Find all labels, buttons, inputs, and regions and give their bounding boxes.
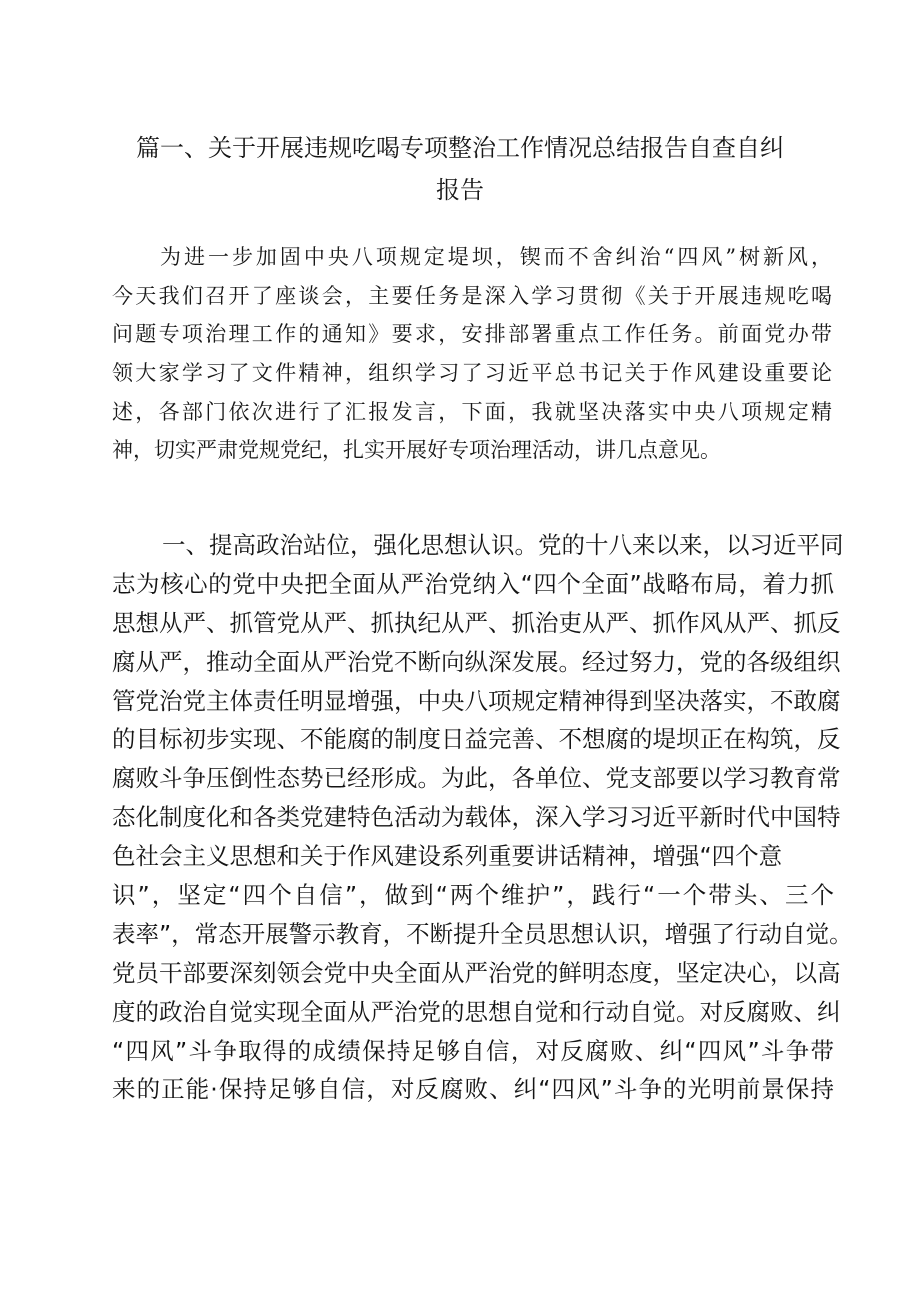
section-1-line: 志为核心的党中央把全面从严治党纳入“四个全面”战略布局，着力抓 bbox=[112, 569, 834, 598]
document-title-line-1: 篇一、关于开展违规吃喝专项整治工作情况总结报告自查自纠 bbox=[136, 134, 784, 162]
section-1-line: 腐从严，推动全面从严治党不断向纵深发展。经过努力，党的各级组织 bbox=[112, 647, 841, 676]
section-1-line: 一、提高政治站位，强化思想认识。党的十八来以来，以习近平同 bbox=[162, 531, 844, 559]
section-1-line: 思想从严、抓管党从严、抓执纪从严、抓治吏从严、抓作风从严、抓反 bbox=[112, 608, 841, 637]
intro-line: 述，各部门依次进行了汇报发言，下面，我就坚决落实中央八项规定精 bbox=[112, 399, 832, 424]
intro-line: 问题专项治理工作的通知》要求，安排部署重点工作任务。前面党办带 bbox=[112, 322, 832, 347]
section-1-line: 来的正能·保持足够自信，对反腐败、纠“四风”斗争的光明前景保持 bbox=[112, 1075, 834, 1104]
section-1-line: 管党治党主体责任明显增强，中央八项规定精神得到坚决落实，不敢腐 bbox=[112, 686, 841, 715]
intro-line: 今天我们召开了座谈会，主要任务是深入学习贯彻《关于开展违规吃喝 bbox=[112, 283, 832, 308]
section-1-line: 腐败斗争压倒性态势已经形成。为此，各单位、党支部要以学习教育常 bbox=[112, 764, 841, 793]
section-1-line: “四风”斗争取得的成绩保持足够自信，对反腐败、纠“四风”斗争带 bbox=[112, 1036, 834, 1065]
section-1-line: 态化制度化和各类党建特色活动为载体，深入学习习近平新时代中国特 bbox=[112, 803, 841, 832]
intro-line: 领大家学习了文件精神，组织学习了习近平总书记关于作风建设重要论 bbox=[112, 361, 832, 386]
section-1-line: 表率”，常态开展警示教育，不断提升全员思想认识，增强了行动自觉。 bbox=[112, 919, 853, 948]
section-1-line: 度的政治自觉实现全面从严治党的思想自觉和行动自觉。对反腐败、纠 bbox=[112, 997, 841, 1026]
section-1-line: 的目标初步实现、不能腐的制度日益完善、不想腐的堤坝正在构筑，反 bbox=[112, 725, 841, 754]
section-1-line: 色社会主义思想和关于作风建设系列重要讲话精神，增强“四个意 bbox=[112, 842, 783, 871]
intro-line: 为进一步加固中央八项规定堤坝，锲而不舍纠治“四风”树新风， bbox=[160, 245, 832, 269]
section-1-line: 党员干部要深刻领会党中央全面从严治党的鲜明态度，坚定决心，以高 bbox=[112, 958, 841, 987]
document-title-line-2: 报告 bbox=[436, 176, 484, 204]
intro-line: 神，切实严肃党规党纪，扎实开展好专项治理活动，讲几点意见。 bbox=[112, 438, 721, 463]
section-1-line: 识”，坚定“四个自信”，做到“两个维护”，践行“一个带头、三个 bbox=[112, 881, 834, 910]
section-1-paragraph bbox=[112, 526, 853, 1109]
intro-paragraph bbox=[112, 238, 832, 470]
